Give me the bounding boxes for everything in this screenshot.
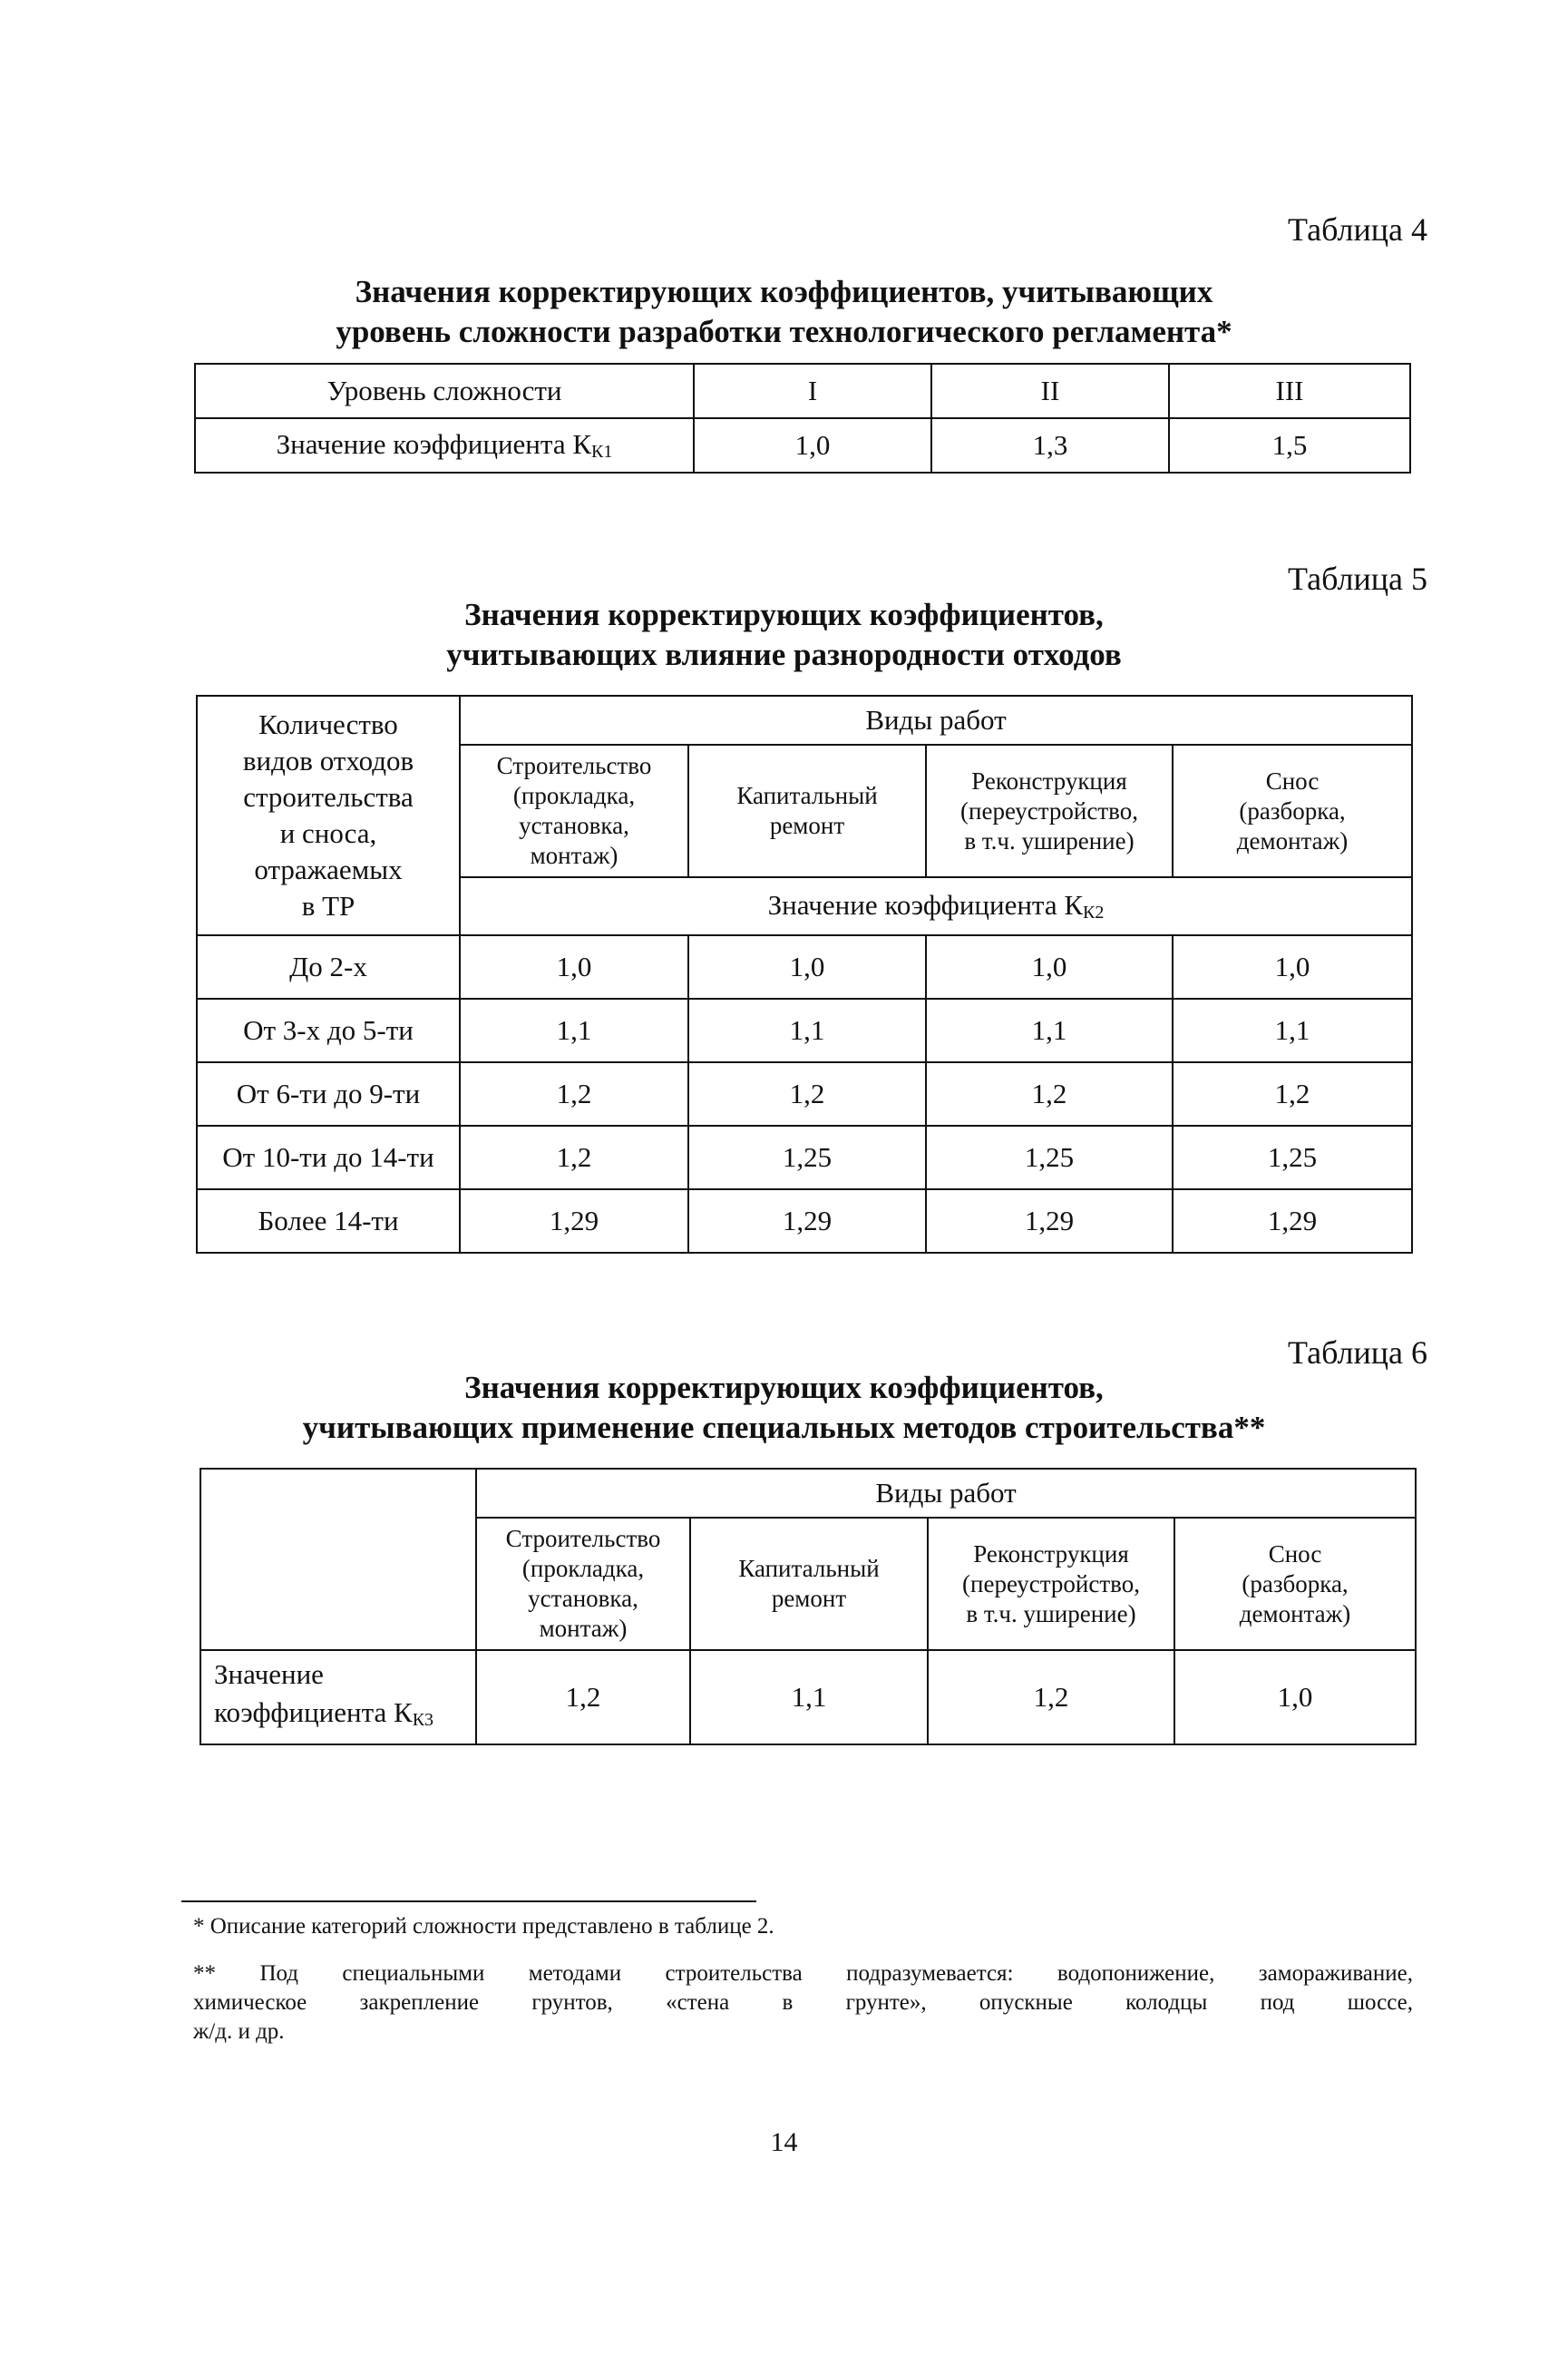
table5-first-col-header: Количество видов отходов строительства и сноса, отражаемых в ТР [197, 696, 460, 935]
table5-cell: 1,25 [926, 1126, 1173, 1189]
table5-group-header: Виды работ [460, 696, 1412, 745]
table5-work-type-overhaul: Капитальный ремонт [688, 745, 926, 877]
table5-cell: 1,29 [926, 1189, 1173, 1253]
table5-cell: 1,1 [460, 999, 688, 1062]
table4-value: 1,3 [931, 418, 1169, 473]
footnote-divider [181, 1900, 756, 1902]
table5-cell: 1,0 [1173, 935, 1412, 999]
table5-cell: 1,2 [688, 1062, 926, 1126]
table-row [200, 1650, 1416, 1744]
table5-cell: 1,1 [1173, 999, 1412, 1062]
page-number: 14 [770, 2127, 798, 2157]
table6-row-label: Значение коэффициента $К_{К3}$ [200, 1650, 476, 1744]
table6-cell: 1,1 [690, 1650, 928, 1744]
table6-work-type-demolition: Снос (разборка, демонтаж) [1174, 1518, 1416, 1650]
table6-work-type-overhaul: Капитальный ремонт [690, 1518, 928, 1650]
table6-title [0, 1368, 1568, 1448]
table5-row-label: От 6-ти до 9-ти [197, 1062, 460, 1126]
table6-cell: 1,0 [1174, 1650, 1416, 1744]
table6-title-line2: учитывающих применение специальных методов строительства** [302, 1410, 1266, 1445]
table6-empty-corner [200, 1469, 476, 1650]
footnote-2 [193, 1959, 1413, 2047]
table6-work-type-reconstruction: Реконструкция (переустройство, в т.ч. уширение) [928, 1518, 1174, 1650]
table5-cell: 1,29 [688, 1189, 926, 1253]
table4-title-line1: Значения корректирующих коэффициентов, учитывающих [355, 274, 1213, 309]
table4-row-value-label: Значение коэффициента $К_{К1}$ [195, 418, 694, 473]
table5-cell: 1,2 [460, 1126, 688, 1189]
table5-cell: 1,2 [926, 1062, 1173, 1126]
table5-number: Таблица 5 [1288, 561, 1427, 597]
table5-cell: 1,1 [926, 999, 1173, 1062]
table5-row-label: До 2-х [197, 935, 460, 999]
table4-title [0, 272, 1568, 352]
table5-title [0, 595, 1568, 675]
table5-cell: 1,2 [460, 1062, 688, 1126]
footnote-2-line2: химическое закрепление грунтов, «стена в грунте», опускные колодцы под шоссе, [193, 1990, 1413, 2015]
table6 [200, 1468, 1417, 1745]
table5-cell: 1,1 [688, 999, 926, 1062]
table5-cell: 1,0 [926, 935, 1173, 999]
table4 [194, 363, 1411, 474]
table4-header-row [195, 364, 1410, 418]
table4-level: II [931, 364, 1169, 418]
table5-work-type-construction: Строительство (прокладка, установка, монтаж) [460, 745, 688, 877]
table-row [197, 999, 1412, 1062]
table6-number: Таблица 6 [1288, 1334, 1427, 1371]
table4-value: 1,5 [1169, 418, 1410, 473]
table-row [197, 1189, 1412, 1253]
table5 [196, 695, 1413, 1254]
table5-work-type-reconstruction: Реконструкция (переустройство, в т.ч. уширение) [926, 745, 1173, 877]
table6-cell: 1,2 [476, 1650, 690, 1744]
table-row [197, 935, 1412, 999]
table6-cell: 1,2 [928, 1650, 1174, 1744]
footnote-2-line3: ж/д. и др. [193, 2019, 285, 2044]
table5-cell: 1,25 [1173, 1126, 1412, 1189]
table5-cell: 1,0 [460, 935, 688, 999]
table5-cell: 1,29 [460, 1189, 688, 1253]
table4-level: III [1169, 364, 1410, 418]
table4-value-row [195, 418, 1410, 473]
table6-work-type-construction: Строительство (прокладка, установка, монтаж) [476, 1518, 690, 1650]
footnote-1: * Описание категорий сложности представлено в таблице 2. [193, 1914, 774, 1939]
table5-row-label: От 3-х до 5-ти [197, 999, 460, 1062]
table4-value: 1,0 [694, 418, 931, 473]
table5-cell: 1,29 [1173, 1189, 1412, 1253]
table5-title-line2: учитывающих влияние разнородности отходов [446, 637, 1122, 672]
table6-group-header: Виды работ [476, 1469, 1416, 1518]
table4-title-line2: уровень сложности разработки технологического регламента* [336, 314, 1232, 349]
table5-coef-label: Значение коэффициента $К_{К2}$ [460, 877, 1412, 935]
table5-cell: 1,0 [688, 935, 926, 999]
table-row [197, 1062, 1412, 1126]
table4-level: I [694, 364, 931, 418]
table4-number: Таблица 4 [1288, 211, 1427, 248]
table4-row-header-label: Уровень сложности [195, 364, 694, 418]
table5-title-line1: Значения корректирующих коэффициентов, [464, 597, 1104, 632]
footnote-2-line1: ** Под специальными методами строительства подразумевается: водопонижение, замораживание, [193, 1961, 1413, 1986]
table-row [197, 1126, 1412, 1189]
table5-row-label: Более 14-ти [197, 1189, 460, 1253]
table5-cell: 1,25 [688, 1126, 926, 1189]
table5-row-label: От 10-ти до 14-ти [197, 1126, 460, 1189]
table6-title-line1: Значения корректирующих коэффициентов, [464, 1370, 1104, 1405]
table5-work-type-demolition: Снос (разборка, демонтаж) [1173, 745, 1412, 877]
table5-cell: 1,2 [1173, 1062, 1412, 1126]
